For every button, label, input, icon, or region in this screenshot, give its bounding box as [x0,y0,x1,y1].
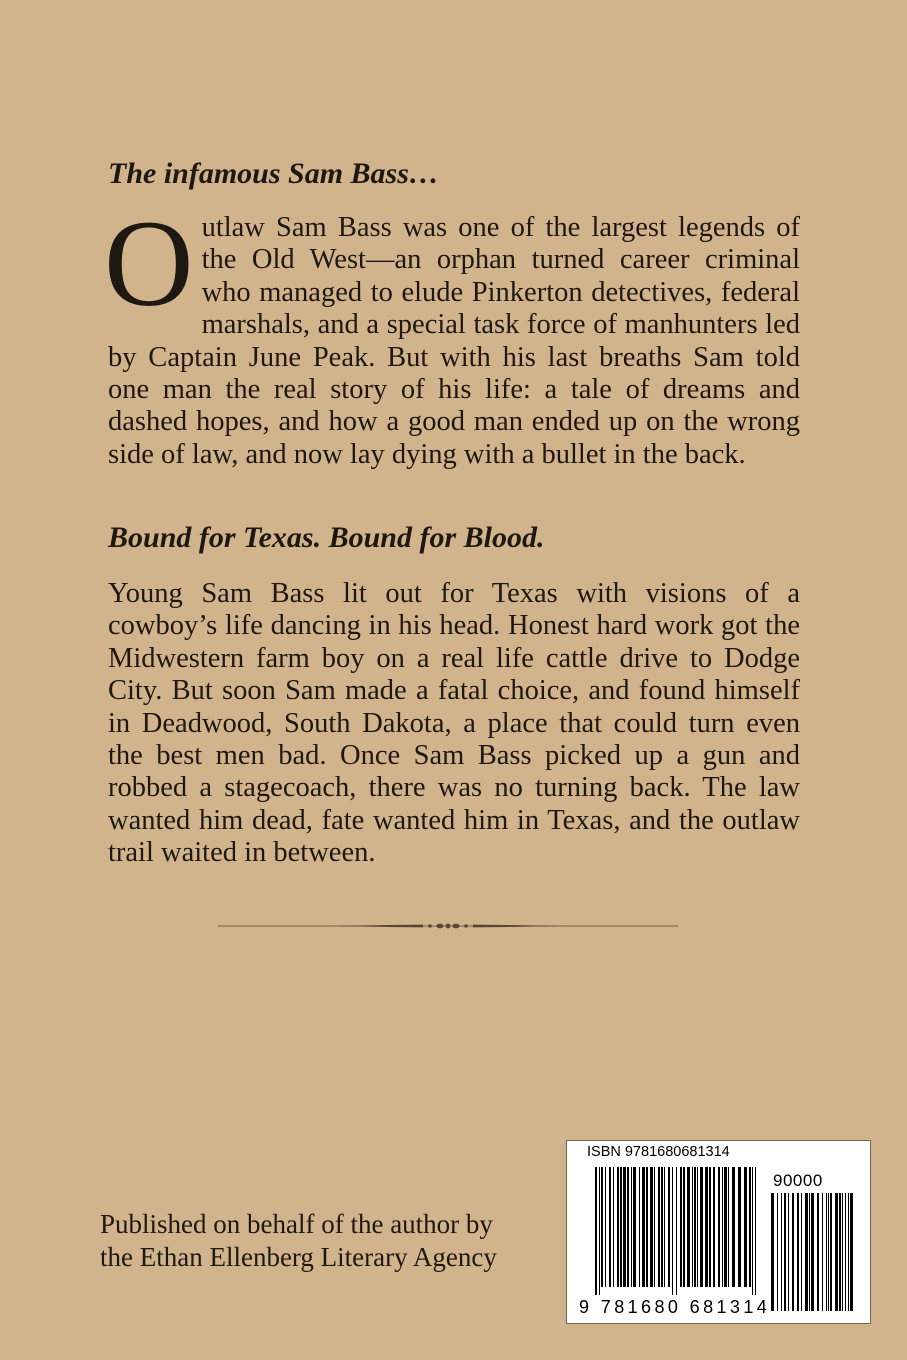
isbn-label: ISBN 9781680681314 [587,1144,730,1160]
publisher-line-2: the Ethan Ellenberg Literary Agency [100,1242,497,1272]
barcode-bars [567,1141,870,1323]
barcode-digits: 9 781680 681314 [579,1297,771,1317]
intro-paragraph [104,195,800,471]
intro-paragraph-text: utlaw Sam Bass was one of the largest legends of the Old West—an orphan turned career criminal who managed to elude Pinkerton detectives, federal marshals, and a special task force of manhunters led by Captain June Peak. But with his last breaths Sam told one man the real story of his life: a tale of dreams and dashed hopes, and how a good man ended up on the wrong side of law, and now lay dying with a bullet in the back. [108,212,800,470]
ornament-divider [218,916,678,936]
isbn-barcode [566,1140,871,1324]
publisher-line-1: Published on behalf of the author by [100,1209,493,1239]
addon-digits: 90000 [773,1171,823,1190]
story-paragraph: Young Sam Bass lit out for Texas with visions of a cowboy’s life dancing in his head. Honest hard work got the Midwestern farm boy on a real life cattle drive to Dodge City. But soon Sam made a fatal choice, and found himself in Deadwood, South Dakota, a place that could turn even the best men bad. Once Sam Bass picked up a gun and robbed a stagecoach, there was no turning back. The law wanted him dead, fate wanted him in Texas, and the outlaw trail waited in between. [108,578,800,869]
section-heading-infamous: The infamous Sam Bass… [108,157,439,190]
section-heading-bound: Bound for Texas. Bound for Blood. [108,521,545,554]
drop-cap-letter: O [104,195,194,332]
publisher-credit [100,1208,570,1274]
